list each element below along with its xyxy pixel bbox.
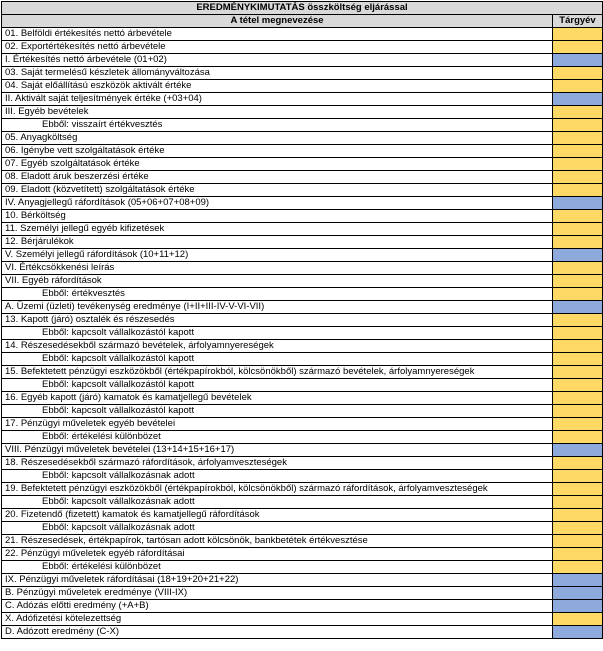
table-row	[2, 288, 603, 301]
row-label: 19. Befektetett pénzügyi eszközökből (értékpapírokból, kölcsönökből) származó ráfordítások, árfolyamveszteségek	[2, 483, 553, 496]
table-row	[2, 301, 603, 314]
calculated-value-cell	[553, 249, 603, 262]
value-input-cell[interactable]	[553, 613, 603, 626]
value-input-cell[interactable]	[553, 353, 603, 366]
value-input-cell[interactable]	[553, 67, 603, 80]
value-input-cell[interactable]	[553, 392, 603, 405]
value-input-cell[interactable]	[553, 405, 603, 418]
table-row	[2, 444, 603, 457]
value-input-cell[interactable]	[553, 41, 603, 54]
row-label: 22. Pénzügyi műveletek egyéb ráfordításai	[2, 548, 553, 561]
row-label: Ebből: kapcsolt vállalkozástól kapott	[2, 353, 553, 366]
calculated-value-cell	[553, 444, 603, 457]
value-input-cell[interactable]	[553, 522, 603, 535]
column-header-row	[2, 15, 603, 28]
row-label: Ebből: visszaírt értékvesztés	[2, 119, 553, 132]
row-label: Ebből: értékelési különbözet	[2, 561, 553, 574]
table-body	[2, 28, 603, 639]
value-input-cell[interactable]	[553, 327, 603, 340]
value-input-cell[interactable]	[553, 275, 603, 288]
value-input-cell[interactable]	[553, 457, 603, 470]
value-input-cell[interactable]	[553, 171, 603, 184]
row-label: 20. Fizetendő (fizetett) kamatok és kamatjellegű ráfordítások	[2, 509, 553, 522]
table-row	[2, 522, 603, 535]
table-row	[2, 80, 603, 93]
column-header-name: A tétel megnevezése	[2, 15, 553, 28]
table-row	[2, 249, 603, 262]
value-input-cell[interactable]	[553, 119, 603, 132]
table-row	[2, 535, 603, 548]
row-label: Ebből: kapcsolt vállalkozástól kapott	[2, 327, 553, 340]
row-label: 04. Saját előállítású eszközök aktivált értéke	[2, 80, 553, 93]
column-header-year: Tárgyév	[553, 15, 603, 28]
row-label: Ebből: kapcsolt vállalkozásnak adott	[2, 496, 553, 509]
income-statement-table	[1, 1, 603, 639]
table-row	[2, 67, 603, 80]
value-input-cell[interactable]	[553, 314, 603, 327]
value-input-cell[interactable]	[553, 145, 603, 158]
row-label: 11. Személyi jellegű egyéb kifizetések	[2, 223, 553, 236]
table-row	[2, 223, 603, 236]
table-row	[2, 626, 603, 639]
value-input-cell[interactable]	[553, 80, 603, 93]
table-row	[2, 119, 603, 132]
table-row	[2, 106, 603, 119]
table-row	[2, 379, 603, 392]
table-row	[2, 236, 603, 249]
table-row	[2, 353, 603, 366]
table-row	[2, 210, 603, 223]
value-input-cell[interactable]	[553, 548, 603, 561]
table-row	[2, 54, 603, 67]
row-label: V. Személyi jellegű ráfordítások (10+11+12)	[2, 249, 553, 262]
row-label: 01. Belföldi értékesítés nettó árbevétele	[2, 28, 553, 41]
table-row	[2, 132, 603, 145]
value-input-cell[interactable]	[553, 561, 603, 574]
table-row	[2, 548, 603, 561]
table-row	[2, 41, 603, 54]
table-row	[2, 392, 603, 405]
table-row	[2, 561, 603, 574]
value-input-cell[interactable]	[553, 132, 603, 145]
table-row	[2, 314, 603, 327]
row-label: VI. Értékcsökkenési leírás	[2, 262, 553, 275]
table-row	[2, 613, 603, 626]
row-label: 05. Anyagköltség	[2, 132, 553, 145]
calculated-value-cell	[553, 574, 603, 587]
row-label: VII. Egyéb ráfordítások	[2, 275, 553, 288]
row-label: Ebből: kapcsolt vállalkozástól kapott	[2, 379, 553, 392]
calculated-value-cell	[553, 600, 603, 613]
value-input-cell[interactable]	[553, 236, 603, 249]
calculated-value-cell	[553, 93, 603, 106]
row-label: VIII. Pénzügyi műveletek bevételei (13+14+15+16+17)	[2, 444, 553, 457]
table-row	[2, 457, 603, 470]
table-row	[2, 470, 603, 483]
value-input-cell[interactable]	[553, 535, 603, 548]
row-label: 06. Igénybe vett szolgáltatások értéke	[2, 145, 553, 158]
income-statement-sheet	[1, 1, 602, 639]
row-label: X. Adófizetési kötelezettség	[2, 613, 553, 626]
row-label: 16. Egyéb kapott (járó) kamatok és kamatjellegű bevételek	[2, 392, 553, 405]
title-row	[2, 2, 603, 15]
value-input-cell[interactable]	[553, 431, 603, 444]
value-input-cell[interactable]	[553, 210, 603, 223]
row-label: IX. Pénzügyi műveletek ráfordításai (18+19+20+21+22)	[2, 574, 553, 587]
table-row	[2, 262, 603, 275]
value-input-cell[interactable]	[553, 340, 603, 353]
value-input-cell[interactable]	[553, 379, 603, 392]
table-row	[2, 587, 603, 600]
row-label: Ebből: kapcsolt vállalkozástól kapott	[2, 405, 553, 418]
table-row	[2, 418, 603, 431]
table-row	[2, 327, 603, 340]
table-row	[2, 496, 603, 509]
value-input-cell[interactable]	[553, 509, 603, 522]
value-input-cell[interactable]	[553, 496, 603, 509]
table-row	[2, 574, 603, 587]
value-input-cell[interactable]	[553, 483, 603, 496]
table-row	[2, 275, 603, 288]
value-input-cell[interactable]	[553, 28, 603, 41]
row-label: D. Adózott eredmény (C-X)	[2, 626, 553, 639]
row-label: III. Egyéb bevételek	[2, 106, 553, 119]
row-label: II. Aktivált saját teljesítmények értéke (+03+04)	[2, 93, 553, 106]
table-row	[2, 483, 603, 496]
row-label: 13. Kapott (járó) osztalék és részesedés	[2, 314, 553, 327]
value-input-cell[interactable]	[553, 184, 603, 197]
table-row	[2, 93, 603, 106]
row-label: A. Üzemi (üzleti) tevékenység eredménye (I+II+III-IV-V-VI-VII)	[2, 301, 553, 314]
row-label: I. Értékesítés nettó árbevétele (01+02)	[2, 54, 553, 67]
table-row	[2, 145, 603, 158]
row-label: 15. Befektetett pénzügyi eszközökből (értékpapírokból, kölcsönökből) származó bevételek, árfolyamnyereségek	[2, 366, 553, 379]
sheet-title: EREDMÉNYKIMUTATÁS összköltség eljárással	[2, 2, 603, 15]
value-input-cell[interactable]	[553, 106, 603, 119]
table-row	[2, 600, 603, 613]
value-input-cell[interactable]	[553, 262, 603, 275]
table-row	[2, 431, 603, 444]
row-label: 07. Egyéb szolgáltatások értéke	[2, 158, 553, 171]
value-input-cell[interactable]	[553, 288, 603, 301]
row-label: Ebből: kapcsolt vállalkozásnak adott	[2, 522, 553, 535]
row-label: 10. Bérköltség	[2, 210, 553, 223]
row-label: 08. Eladott áruk beszerzési értéke	[2, 171, 553, 184]
table-row	[2, 340, 603, 353]
row-label: 18. Részesedésekből származó ráfordítások, árfolyamveszteségek	[2, 457, 553, 470]
row-label: 17. Pénzügyi műveletek egyéb bevételei	[2, 418, 553, 431]
row-label: Ebből: kapcsolt vállalkozásnak adott	[2, 470, 553, 483]
table-row	[2, 366, 603, 379]
calculated-value-cell	[553, 301, 603, 314]
calculated-value-cell	[553, 626, 603, 639]
table-row	[2, 405, 603, 418]
table-row	[2, 184, 603, 197]
row-label: IV. Anyagjellegű ráfordítások (05+06+07+08+09)	[2, 197, 553, 210]
value-input-cell[interactable]	[553, 366, 603, 379]
table-row	[2, 28, 603, 41]
row-label: 09. Eladott (közvetített) szolgáltatások értéke	[2, 184, 553, 197]
value-input-cell[interactable]	[553, 223, 603, 236]
row-label: C. Adózás előtti eredmény (+A+B)	[2, 600, 553, 613]
calculated-value-cell	[553, 197, 603, 210]
row-label: 03. Saját termelésű készletek állományváltozása	[2, 67, 553, 80]
row-label: 21. Részesedések, értékpapírok, tartósan adott kölcsönök, bankbetétek értékvesztése	[2, 535, 553, 548]
table-row	[2, 171, 603, 184]
value-input-cell[interactable]	[553, 418, 603, 431]
table-row	[2, 509, 603, 522]
row-label: 14. Részesedésekből származó bevételek, árfolyamnyereségek	[2, 340, 553, 353]
table-row	[2, 197, 603, 210]
row-label: Ebből: értékvesztés	[2, 288, 553, 301]
row-label: 12. Bérjárulékok	[2, 236, 553, 249]
value-input-cell[interactable]	[553, 158, 603, 171]
row-label: B. Pénzügyi műveletek eredménye (VIII-IX)	[2, 587, 553, 600]
calculated-value-cell	[553, 54, 603, 67]
table-row	[2, 158, 603, 171]
value-input-cell[interactable]	[553, 470, 603, 483]
row-label: 02. Exportértékesítés nettó árbevétele	[2, 41, 553, 54]
row-label: Ebből: értékelési különbözet	[2, 431, 553, 444]
calculated-value-cell	[553, 587, 603, 600]
